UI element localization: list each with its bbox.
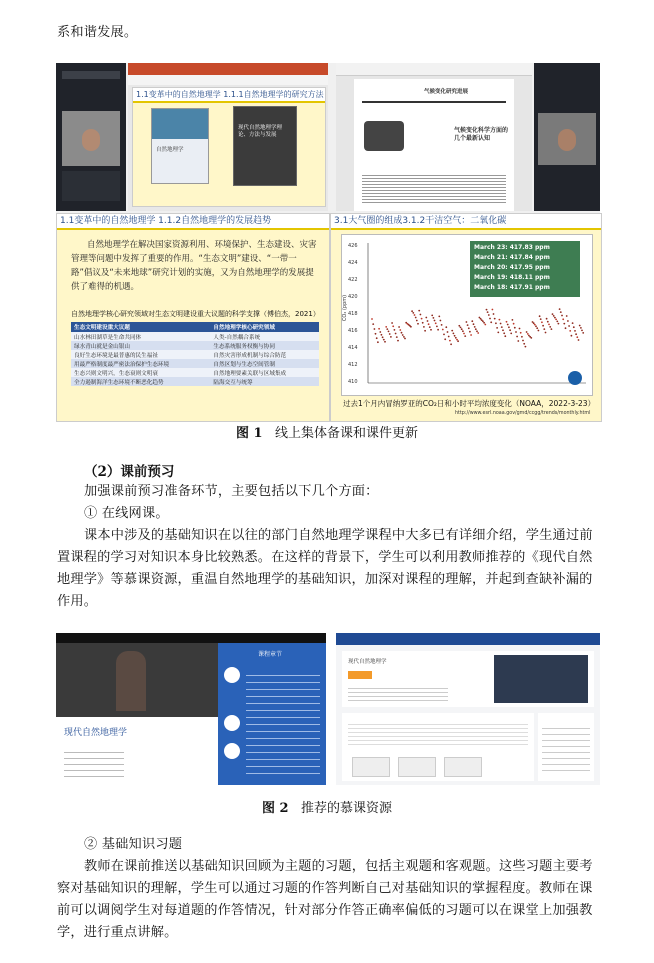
co2-hourly-point [441,324,443,326]
table-row: 绿水青山就是金山银山 生态系统服务权衡与协同 [71,341,319,350]
co2-hourly-point [513,323,515,325]
co2-hourly-point [394,329,396,331]
slide-b-title: 1.1变革中的自然地理学 1.1.2自然地理学的发展趋势 [57,214,329,230]
y-tick-label: 416 [348,328,358,334]
co2-hourly-point [462,330,464,332]
co2-hourly-point [567,320,569,322]
co2-hourly-point [442,329,444,331]
co2-hourly-point [535,325,537,327]
co2-hourly-point [539,315,541,317]
co2-hourly-point [395,333,397,335]
co2-hourly-point [471,320,473,322]
co2-hourly-point [454,335,456,337]
co2-hourly-point [433,317,435,319]
co2-hourly-point [371,318,373,320]
co2-hourly-point [449,340,451,342]
co2-hourly-point [538,330,540,332]
co2-hourly-point [461,328,463,330]
lecture-video [56,643,218,717]
co2-hourly-point [474,326,476,328]
issues-table [71,322,319,386]
co2-caption: 过去1个月内冒纳罗亚的CO₂日和小时平均浓度变化（NOAA，2022-3-23） [343,399,596,408]
co2-hourly-point [523,343,525,345]
paragraph-line: 教师在课前推送以基础知识回顾为主题的习题，包括主观题和客观题。这些习题主要考 [84,859,593,874]
co2-hourly-point [383,339,385,341]
video-panel-left [56,63,126,211]
co2-hourly-point [534,324,536,326]
item-2: ② 基础知识习题 [84,837,183,852]
co2-hourly-point [377,341,379,343]
co2-hourly-point [467,324,469,326]
paragraph-line: 置课程的学习对知识本身比较熟悉。在这样的背景下，学生可以利用教师推荐的《现代自然 [57,550,593,565]
co2-hourly-point [374,328,376,330]
co2-hourly-point [416,320,418,322]
co2-hourly-point [443,334,445,336]
co2-hourly-point [543,328,545,330]
y-tick-label: 418 [348,311,358,317]
co2-hourly-point [580,327,582,329]
co2-hourly-point [559,308,561,310]
co2-hourly-point [440,320,442,322]
co2-hourly-point [507,324,509,326]
co2-hourly-point [520,332,522,334]
co2-hourly-point [490,321,492,323]
site-navbar [336,633,600,645]
co2-hourly-point [378,328,380,330]
co2-hourly-point [389,333,391,335]
co2-hourly-point [453,333,455,335]
co2-hourly-point [437,329,439,331]
co2-hourly-point [547,321,549,323]
co2-hourly-point [517,340,519,342]
co2-hourly-point [545,332,547,334]
co2-hourly-point [420,314,422,316]
co2-hourly-point [401,332,403,334]
y-tick-label: 410 [348,379,358,385]
co2-hourly-point [391,322,393,324]
paper-page: 气候变化研究进展 气候变化科学方面的几个最新认知 [354,79,514,211]
co2-hourly-point [396,336,398,338]
co2-hourly-point [482,320,484,322]
table-header: 生态文明建设重大议题 [71,322,210,332]
co2-hourly-point [555,319,557,321]
co2-hourly-point [466,321,468,323]
co2-hourly-point [469,331,471,333]
slide-c-title: 3.1大气圈的组成3.1.2干洁空气：二氧化碳 [331,214,601,230]
co2-hourly-point [493,313,495,315]
co2-hourly-point [501,326,503,328]
co2-hourly-point [375,333,377,335]
co2-hourly-point [553,315,555,317]
co2-hourly-point [576,336,578,338]
co2-hourly-point [463,333,465,335]
co2-hourly-point [554,317,556,319]
y-axis-label: CO₂ (ppm) [342,294,349,322]
slide-b [56,213,330,422]
co2-hourly-point [551,328,553,330]
co2-hourly-point [473,323,475,325]
co2-hourly-point [435,322,437,324]
y-tick-label: 414 [348,345,358,351]
slide-b-body: 自然地理学在解决国家资源利用、环境保护、生态建设、灾害管理等问题中发挥了重要的作用。“生态文明”建设、“一带一路”倡议及“未来地球”研究计划的实施，又为自然地理学的发展提供了难得的机遇。 [71,240,317,292]
section-heading: （2）课前预习 [84,464,175,480]
co2-hourly-point [438,316,440,318]
co2-hourly-point [477,332,479,334]
co2-hourly-point [399,329,401,331]
co2-hourly-point [573,326,575,328]
co2-hourly-point [560,311,562,313]
slide-a-title: 1.1变革中的自然地理学 1.1.1自然地理学的研究方法 [133,88,325,103]
co2-hourly-point [376,337,378,339]
video-panel-right [534,63,600,211]
co2-hourly-point [445,326,447,328]
table-row: 生态兴则文明兴，生态衰则文明衰 自然地理要素关联与区域集成 [71,368,319,377]
co2-hourly-point [509,329,511,331]
co2-hourly-point [508,326,510,328]
figure-1 [56,63,600,420]
co2-hourly-point [421,318,423,320]
co2-hourly-point [514,327,516,329]
co2-hourly-point [527,333,529,335]
co2-hourly-point [582,332,584,334]
co2-hourly-point [450,343,452,345]
co2-hourly-point [404,338,406,340]
co2-hourly-point [549,326,551,328]
video-thumb [62,111,120,166]
co2-hourly-point [372,323,374,325]
co2-hourly-point [398,326,400,328]
co2-hourly-point [392,325,394,327]
co2-hourly-point [458,325,460,327]
paragraph-line: 课本中涉及的基础知识在以往的部门自然地理学课程中大多已有详细介绍，学生通过前 [84,528,593,543]
co2-hourly-point [447,331,449,333]
co2-hourly-point [525,346,527,348]
co2-hourly-point [384,341,386,343]
slide-a [132,87,326,207]
co2-hourly-point [475,328,477,330]
y-tick-label: 422 [348,277,358,283]
co2-hourly-point [412,312,414,314]
co2-hourly-point [548,324,550,326]
co2-hourly-point [423,326,425,328]
co2-hourly-point [561,315,563,317]
co2-hourly-point [484,324,486,326]
co2-hourly-point [506,321,508,323]
table-row: 良好生态环境是最普惠的民生福祉 自然灾害形成机制与综合防范 [71,350,319,359]
course-title-right: 现代自然地理学 [348,659,387,665]
co2-hourly-point [503,332,505,334]
co2-hourly-point [448,336,450,338]
co2-hourly-point [428,323,430,325]
co2-hourly-point [492,309,494,311]
co2-hourly-point [476,330,478,332]
co2-hourly-point [533,322,535,324]
co2-hourly-point [581,330,583,332]
co2-hourly-point [497,332,499,334]
intro-text: 加强课前预习准备环节，主要包括以下几个方面： [84,484,379,499]
co2-hourly-point [575,333,577,335]
table-row: 用最严格制度最严密法治保护生态环境 自然区划与生态空间管制 [71,359,319,368]
co2-hourly-point [381,334,383,336]
co2-hourly-point [379,331,381,333]
co2-hourly-point [468,327,470,329]
y-tick-label: 420 [348,294,358,300]
co2-hourly-point [424,330,426,332]
co2-hourly-point [526,331,528,333]
co2-hourly-point [410,326,412,328]
chapter-panel-title: 课程章节 [258,651,283,658]
co2-hourly-point [504,335,506,337]
co2-hourly-point [540,318,542,320]
co2-hourly-point [552,313,554,315]
co2-hourly-point [457,340,459,342]
co2-hourly-point [483,322,485,324]
y-tick-label: 412 [348,362,358,368]
co2-hourly-point [536,327,538,329]
co2-hourly-point [579,325,581,327]
figure-2-caption: 图 2 推荐的慕课资源 [262,801,392,816]
co2-hourly-point [495,322,497,324]
co2-hourly-point [470,334,472,336]
co2-chart [341,234,593,396]
table-row: 全力遏制海洋生态环境不断恶化趋势 陆海交互与统筹 [71,377,319,386]
co2-hourly-point [427,320,429,322]
mooc-screenshot-left [56,633,326,785]
co2-hourly-point [415,317,417,319]
co2-hourly-point [390,336,392,338]
co2-hourly-point [574,330,576,332]
y-tick-label: 426 [348,243,358,249]
co2-hourly-point [558,323,560,325]
co2-hourly-point [519,328,521,330]
co2-hourly-point [530,337,532,339]
co2-hourly-point [430,329,432,331]
co2-hourly-point [431,315,433,317]
mooc-screenshot-right [336,633,600,785]
co2-hourly-point [464,335,466,337]
co2-hourly-point [541,321,543,323]
slide-c [330,213,602,422]
co2-hourly-point [515,331,517,333]
co2-readings-box: March 23: 417.83 ppm March 21: 417.84 ppm March 20: 417.95 ppm March 19: 418.11 ppm March 18: 417.91 ppm [470,241,580,297]
co2-hourly-point [500,323,502,325]
paragraph-line: 地理学》等慕课资源，重温自然地理学的基础知识，加深对课程的理解，并起到查缺补漏的 [57,572,593,587]
paragraph-line: 作用。 [57,594,98,609]
co2-hourly-point [434,320,436,322]
co2-hourly-point [388,331,390,333]
co2-hourly-point [489,318,491,320]
co2-hourly-point [397,340,399,342]
co2-hourly-point [510,333,512,335]
co2-hourly-point [488,314,490,316]
co2-url: http://www.esrl.noaa.gov/gmd/ccgg/trends/monthly.html [455,411,591,416]
figure-1-caption: 图 1 线上集体备课和课件更新 [236,426,418,441]
co2-hourly-point [414,314,416,316]
co2-hourly-point [502,329,504,331]
co2-hourly-point [571,335,573,337]
co2-hourly-point [516,336,518,338]
co2-hourly-point [486,309,488,311]
item-1: ① 在线网课。 [84,506,169,521]
co2-hourly-point [521,336,523,338]
book-cover-right: 现代自然地理学理论、方法与发展 [233,106,297,186]
co2-hourly-point [556,321,558,323]
course-title-left: 现代自然地理学 [64,728,128,738]
paragraph-line: 学，进行重点讲解。 [57,925,178,940]
co2-hourly-point [572,322,574,324]
top-text: 系和谐发展。 [57,25,138,40]
co2-hourly-point [566,315,568,317]
co2-hourly-point [429,326,431,328]
co2-hourly-point [425,317,427,319]
co2-hourly-point [496,327,498,329]
co2-hourly-point [382,336,384,338]
co2-hourly-point [455,337,457,339]
co2-hourly-point [403,336,405,338]
y-tick-label: 424 [348,260,358,266]
book-cover-left: 自然地理学 [151,108,209,184]
co2-hourly-point [487,311,489,313]
co2-hourly-point [411,310,413,312]
co2-hourly-point [422,322,424,324]
co2-hourly-point [563,323,565,325]
co2-hourly-point [568,325,570,327]
table-row: 山水林田湖草是生命共同体 人类-自然耦合系统 [71,332,319,341]
co2-hourly-point [578,339,580,341]
co2-hourly-point [499,319,501,321]
paragraph-line: 察对基础知识的理解，学生可以通过习题的作答判断自己对基础知识的掌握程度。教师在课 [57,881,593,896]
co2-hourly-point [444,338,446,340]
co2-hourly-point [512,319,514,321]
co2-hourly-point [386,328,388,330]
co2-hourly-point [385,326,387,328]
slide-b-table-title: 自然地理学核心研究领域对生态文明建设重大议题的科学支撑（傅伯杰，2021） [71,310,320,318]
co2-hourly-point [569,330,571,332]
table-header: 自然地理学核心研究领域 [210,322,319,332]
co2-hourly-point [456,339,458,341]
co2-hourly-point [436,326,438,328]
co2-hourly-point [494,318,496,320]
chapter-panel [218,643,326,785]
co2-hourly-point [565,327,567,329]
co2-hourly-point [542,325,544,327]
co2-hourly-point [417,323,419,325]
pdf-window [336,63,532,211]
co2-hourly-point [522,340,524,342]
co2-hourly-point [402,334,404,336]
co2-hourly-point [546,318,548,320]
noaa-logo [568,371,582,385]
co2-hourly-point [451,330,453,332]
co2-hourly-point [418,310,420,312]
co2-hourly-point [460,327,462,329]
paragraph-line: 前可以调阅学生对每道题的作答情况，针对部分作答正确率偏低的习题可以在课堂上加强教 [57,903,593,918]
course-header [342,651,594,707]
co2-hourly-point [562,318,564,320]
